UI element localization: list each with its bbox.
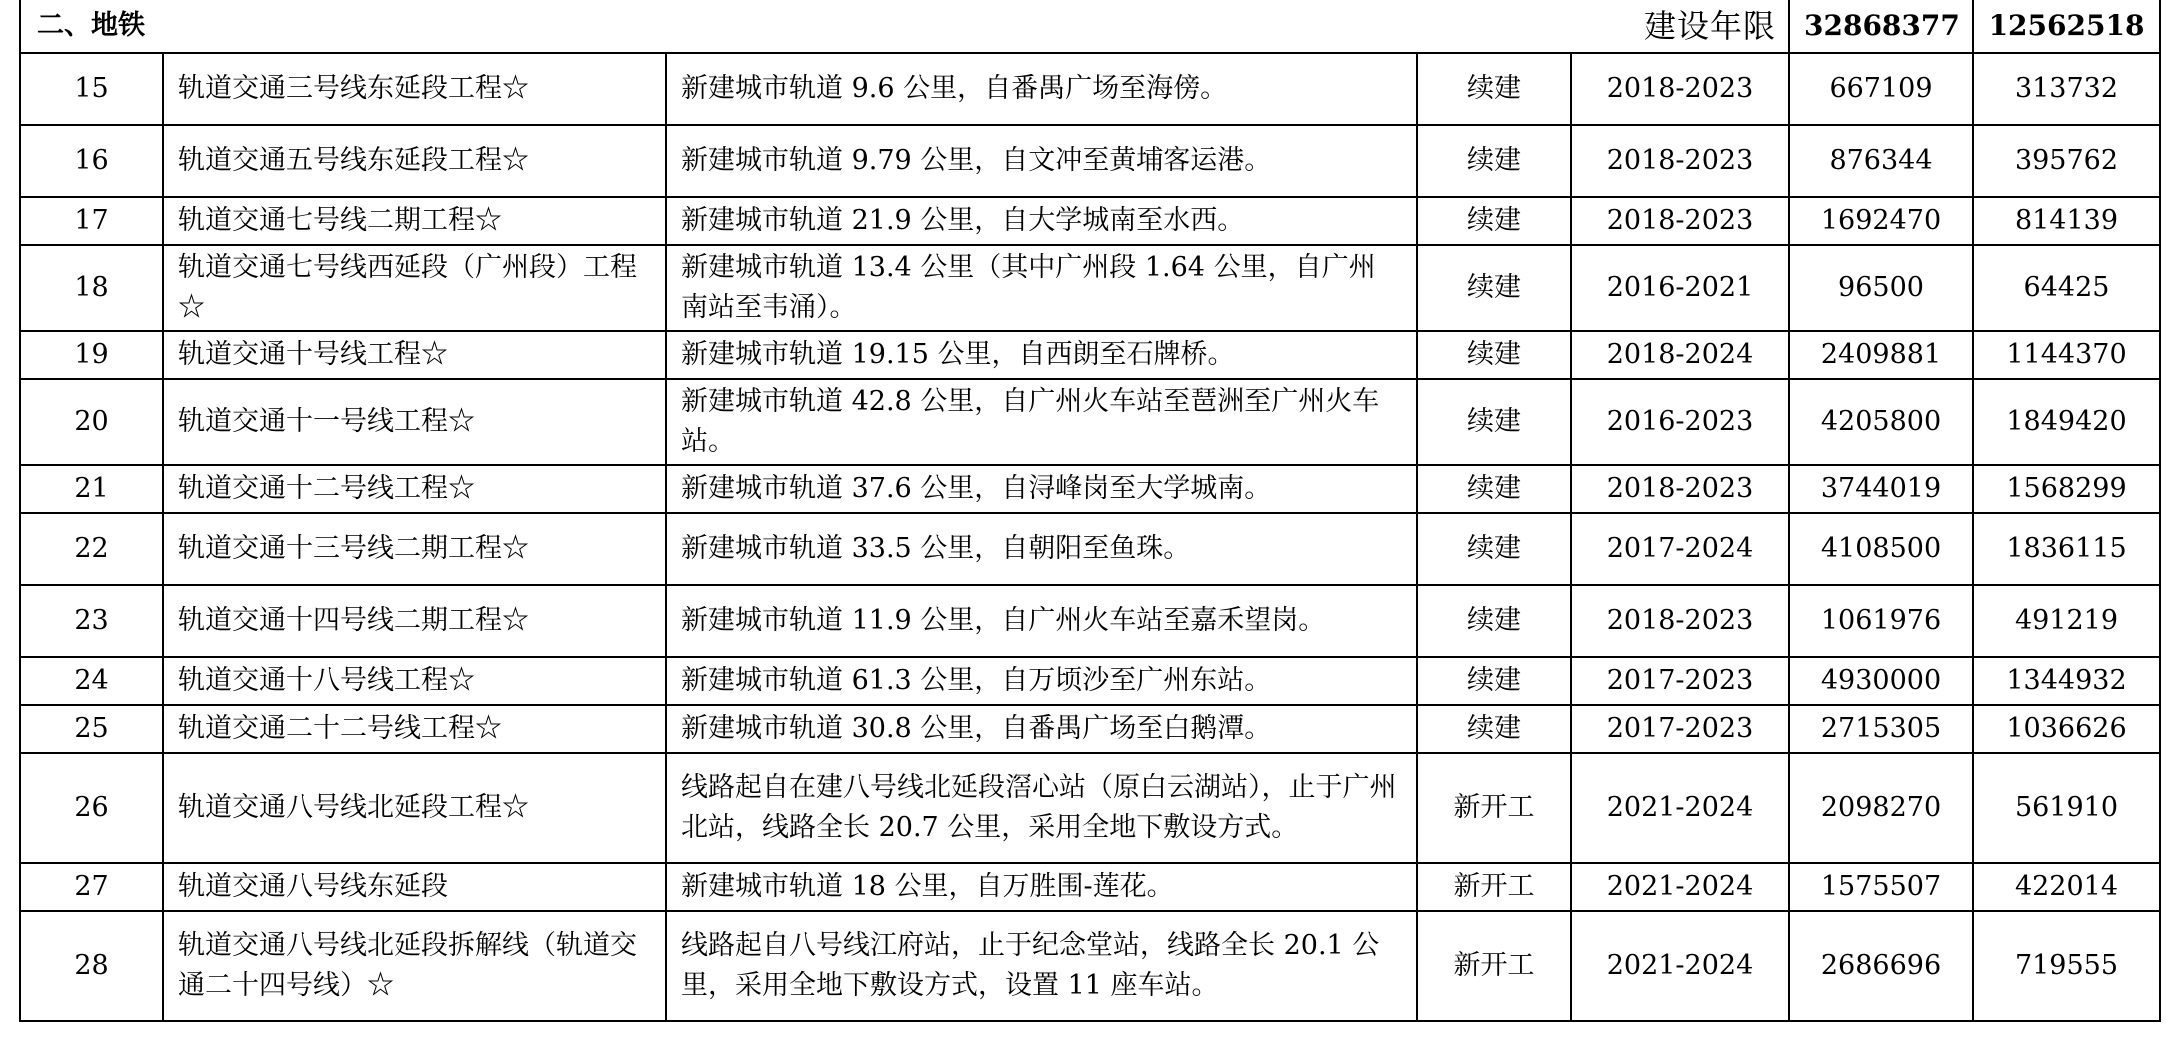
table-row [20,911,2160,1021]
construction-status: 续建 [1417,657,1571,705]
annual-investment: 1849420 [1973,379,2160,465]
project-description: 新建城市轨道 11.9 公里，自广州火车站至嘉禾望岗。 [666,585,1417,657]
total-investment: 1692470 [1789,197,1973,245]
project-name: 轨道交通八号线北延段拆解线（轨道交通二十四号线）☆ [163,911,666,1021]
table-body [20,0,2160,1021]
project-name: 轨道交通八号线东延段 [163,863,666,911]
table-row [20,53,2160,125]
table-row [20,197,2160,245]
total-investment: 3744019 [1789,465,1973,513]
annual-investment: 1144370 [1973,331,2160,379]
project-description: 线路起自八号线江府站，止于纪念堂站，线路全长 20.1 公里，采用全地下敷设方式，设置 11 座车站。 [666,911,1417,1021]
period-label: 建设年限 [1571,0,1789,53]
construction-period: 2018-2023 [1571,53,1789,125]
project-name: 轨道交通十八号线工程☆ [163,657,666,705]
annual-investment: 814139 [1973,197,2160,245]
project-name: 轨道交通五号线东延段工程☆ [163,125,666,197]
project-description: 新建城市轨道 9.6 公里，自番禺广场至海傍。 [666,53,1417,125]
table-row [20,465,2160,513]
row-number: 20 [20,379,163,465]
project-name: 轨道交通十号线工程☆ [163,331,666,379]
total-investment: 2715305 [1789,705,1973,753]
section-header-row [20,0,2160,53]
table-row [20,331,2160,379]
metro-projects-table [19,0,2161,1022]
table-row [20,753,2160,863]
construction-status: 续建 [1417,53,1571,125]
project-name: 轨道交通十一号线工程☆ [163,379,666,465]
construction-period: 2021-2024 [1571,753,1789,863]
project-description: 新建城市轨道 18 公里，自万胜围-莲花。 [666,863,1417,911]
total-investment: 96500 [1789,245,1973,331]
annual-investment: 719555 [1973,911,2160,1021]
total-investment: 1061976 [1789,585,1973,657]
total-investment: 4205800 [1789,379,1973,465]
table-row [20,125,2160,197]
project-description: 新建城市轨道 13.4 公里（其中广州段 1.64 公里，自广州南站至韦涌）。 [666,245,1417,331]
table-row [20,245,2160,331]
project-description: 新建城市轨道 9.79 公里，自文冲至黄埔客运港。 [666,125,1417,197]
project-description: 线路起自在建八号线北延段滘心站（原白云湖站），止于广州北站，线路全长 20.7 公里，采用全地下敷设方式。 [666,753,1417,863]
project-description: 新建城市轨道 30.8 公里，自番禺广场至白鹅潭。 [666,705,1417,753]
project-description: 新建城市轨道 61.3 公里，自万顷沙至广州东站。 [666,657,1417,705]
construction-period: 2016-2021 [1571,245,1789,331]
row-number: 16 [20,125,163,197]
construction-status: 续建 [1417,379,1571,465]
annual-investment: 561910 [1973,753,2160,863]
project-name: 轨道交通十四号线二期工程☆ [163,585,666,657]
construction-status: 续建 [1417,585,1571,657]
annual-investment: 64425 [1973,245,2160,331]
total-investment: 2686696 [1789,911,1973,1021]
project-description: 新建城市轨道 33.5 公里，自朝阳至鱼珠。 [666,513,1417,585]
table-row [20,863,2160,911]
row-number: 23 [20,585,163,657]
construction-status: 续建 [1417,465,1571,513]
construction-period: 2018-2023 [1571,197,1789,245]
construction-period: 2018-2023 [1571,465,1789,513]
total-investment: 4930000 [1789,657,1973,705]
row-number: 24 [20,657,163,705]
total-investment: 876344 [1789,125,1973,197]
project-name: 轨道交通十二号线工程☆ [163,465,666,513]
total-investment: 1575507 [1789,863,1973,911]
project-description: 新建城市轨道 42.8 公里，自广州火车站至琶洲至广州火车站。 [666,379,1417,465]
row-number: 25 [20,705,163,753]
total-investment: 2098270 [1789,753,1973,863]
construction-period: 2017-2023 [1571,657,1789,705]
construction-status: 续建 [1417,331,1571,379]
project-name: 轨道交通三号线东延段工程☆ [163,53,666,125]
project-name: 轨道交通十三号线二期工程☆ [163,513,666,585]
construction-status: 新开工 [1417,753,1571,863]
row-number: 18 [20,245,163,331]
row-number: 26 [20,753,163,863]
project-description: 新建城市轨道 21.9 公里，自大学城南至水西。 [666,197,1417,245]
row-number: 22 [20,513,163,585]
project-description: 新建城市轨道 37.6 公里，自浔峰岗至大学城南。 [666,465,1417,513]
construction-period: 2016-2023 [1571,379,1789,465]
construction-status: 续建 [1417,125,1571,197]
table-row [20,585,2160,657]
construction-status: 续建 [1417,705,1571,753]
row-number: 17 [20,197,163,245]
construction-status: 新开工 [1417,911,1571,1021]
table-row [20,657,2160,705]
construction-status: 续建 [1417,513,1571,585]
row-number: 28 [20,911,163,1021]
annual-investment: 395762 [1973,125,2160,197]
total-investment: 2409881 [1789,331,1973,379]
row-number: 27 [20,863,163,911]
annual-investment: 422014 [1973,863,2160,911]
annual-investment: 1836115 [1973,513,2160,585]
annual-investment: 1036626 [1973,705,2160,753]
construction-period: 2021-2024 [1571,911,1789,1021]
table-row [20,705,2160,753]
project-name: 轨道交通二十二号线工程☆ [163,705,666,753]
section-total-investment: 32868377 [1789,0,1973,53]
construction-period: 2017-2024 [1571,513,1789,585]
annual-investment: 1568299 [1973,465,2160,513]
construction-period: 2018-2023 [1571,125,1789,197]
section-annual-investment: 12562518 [1973,0,2160,53]
total-investment: 4108500 [1789,513,1973,585]
project-name: 轨道交通七号线二期工程☆ [163,197,666,245]
construction-period: 2018-2024 [1571,331,1789,379]
construction-period: 2018-2023 [1571,585,1789,657]
project-name: 轨道交通七号线西延段（广州段）工程☆ [163,245,666,331]
row-number: 19 [20,331,163,379]
section-title: 二、地铁 [20,0,1571,53]
row-number: 15 [20,53,163,125]
annual-investment: 491219 [1973,585,2160,657]
table-row [20,379,2160,465]
construction-period: 2017-2023 [1571,705,1789,753]
construction-status: 新开工 [1417,863,1571,911]
annual-investment: 1344932 [1973,657,2160,705]
project-description: 新建城市轨道 19.15 公里，自西朗至石牌桥。 [666,331,1417,379]
construction-status: 续建 [1417,245,1571,331]
total-investment: 667109 [1789,53,1973,125]
table-row [20,513,2160,585]
construction-period: 2021-2024 [1571,863,1789,911]
row-number: 21 [20,465,163,513]
annual-investment: 313732 [1973,53,2160,125]
construction-status: 续建 [1417,197,1571,245]
project-name: 轨道交通八号线北延段工程☆ [163,753,666,863]
